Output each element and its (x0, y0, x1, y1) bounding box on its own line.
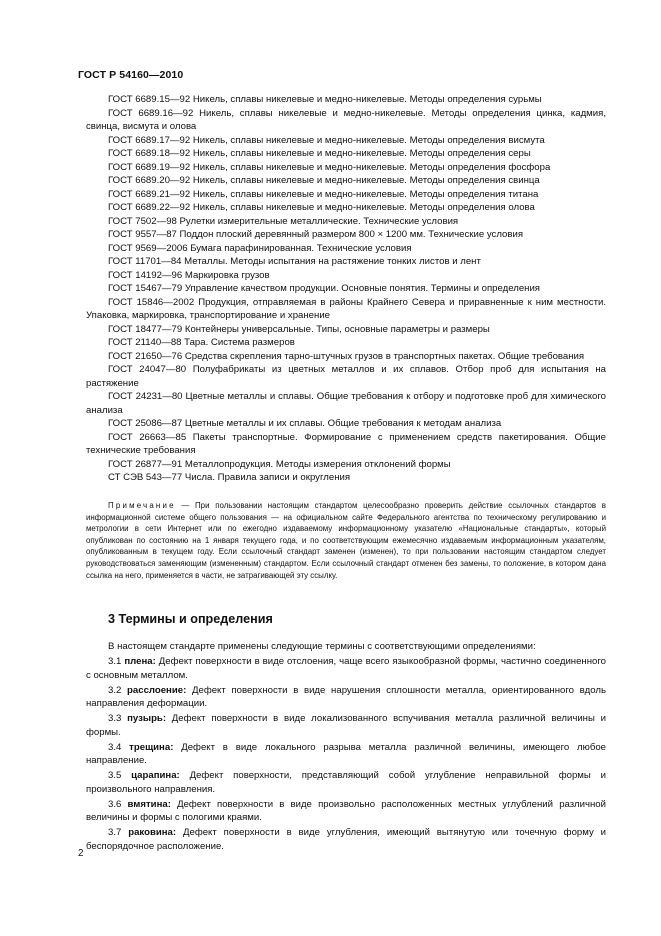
page-number: 2 (78, 848, 84, 859)
document-code-header: ГОСТ Р 54160—2010 (78, 69, 184, 81)
reference-item: ГОСТ 9569—2006 Бумага парафинированная. Технические условия (108, 242, 412, 254)
term-item (86, 655, 606, 682)
terms-intro: В настоящем стандарте применены следующие термины с соответствующими определениями: (108, 641, 536, 652)
reference-item: ГОСТ 21140—88 Тара. Система размеров (108, 337, 295, 348)
reference-item: ГОСТ 6689.18—92 Никель, сплавы никелевые и медно-никелевые. Методы определения серы (108, 148, 531, 159)
section-3-title: 3 Термины и определения (108, 612, 273, 626)
term-definition: Дефект поверхности в виде произвольно расположенных местных углублений различной величины и формы с пологими краями. (86, 798, 606, 823)
term-item (86, 769, 606, 796)
term-name: пузырь: (127, 713, 167, 724)
term-item (86, 798, 606, 825)
reference-item: ГОСТ 26877—91 Металлопродукция. Методы измерения отклонений формы (108, 458, 451, 470)
reference-item: ГОСТ 6689.19—92 Никель, сплавы никелевые и медно-никелевые. Методы определения фосфора (108, 161, 551, 173)
term-definition: Дефект поверхности в виде углубления, имеющий вытянутую или точечную форму и беспорядочное расположение. (86, 827, 606, 852)
reference-item: СТ СЭВ 543—77 Числа. Правила записи и округления (108, 472, 351, 483)
term-name: плена: (124, 656, 156, 667)
term-definition: Дефект в виде локального разрыва металла различной величины, имеющего любое направление. (86, 741, 606, 766)
reference-item: ГОСТ 6689.15—92 Никель, сплавы никелевые и медно-никелевые. Методы определения сурьмы (108, 94, 542, 105)
reference-item: ГОСТ 6689.22—92 Никель, сплавы никелевые и медно-никелевые. Методы определения олова (108, 202, 535, 213)
note-lead: Примечание (108, 501, 176, 510)
reference-item: ГОСТ 7502—98 Рулетки измерительные металлические. Технические условия (108, 215, 459, 227)
reference-item: ГОСТ 15846—2002 Продукция, отправляемая в районы Крайнего Севера и приравненные к ним местности. Упаковка, маркировка, транспортирование и хранение (86, 296, 606, 321)
reference-item: ГОСТ 24047—80 Полуфабрикаты из цветных металлов и их сплавов. Отбор проб для испытания на растяжение (86, 364, 606, 389)
reference-item: ГОСТ 6689.17—92 Никель, сплавы никелевые и медно-никелевые. Методы определения висмута (108, 134, 545, 146)
reference-item: ГОСТ 25086—87 Цветные металлы и их сплавы. Общие требования к методам анализа (108, 418, 502, 429)
terms-definitions (86, 640, 606, 855)
reference-item: ГОСТ 18477—79 Контейнеры универсальные. Типы, основные параметры и размеры (108, 323, 490, 335)
note-text: — При пользовании настоящим стандартом целесообразно проверить действие ссылочных стандартов в информационной системе общего пользования — на официальном сайте Федерального агентства по техническому регулированию и метрологии в сети Интернет или по ежегодно издаваемому информационному указателю «Национальные стандарты», который опубликован по состоянию на 1 января текущего года, и по соответствующим ежемесячно издаваемым информационным указателям, опубликованным в текущем году. Если ссылочный стандарт заменен (изменен), то при пользовании настоящим стандартом следует руководствоваться заменяющим (измененным) стандартом. Если ссылочный стандарт отменен без замены, то положение, в котором дана ссылка на него, применяется в части, не затрагивающей эту ссылку. (86, 501, 606, 580)
term-name: раковина: (128, 827, 177, 838)
term-number: 3.3 (108, 713, 128, 724)
term-name: царапина: (131, 770, 180, 781)
term-definition: Дефект поверхности, представляющий собой углубление неправильной формы и произвольного направления. (86, 770, 606, 795)
reference-item: ГОСТ 6689.20—92 Никель, сплавы никелевые и медно-никелевые. Методы определения свинца (108, 175, 540, 186)
reference-item: ГОСТ 11701—84 Металлы. Методы испытания на растяжение тонких листов и лент (108, 256, 481, 267)
term-number: 3.6 (108, 798, 128, 810)
term-number: 3.2 (108, 684, 128, 696)
reference-item: ГОСТ 15467—79 Управление качеством продукции. Основные понятия. Термины и определения (108, 283, 541, 294)
term-number: 3.5 (108, 770, 132, 781)
reference-item: ГОСТ 21650—76 Средства скрепления тарно-штучных грузов в транспортных пакетах. Общие требования (108, 350, 585, 362)
term-name: трещина: (129, 741, 174, 753)
reference-item: ГОСТ 6689.21—92 Никель, сплавы никелевые и медно-никелевые. Методы определения титана (108, 188, 539, 200)
term-number: 3.4 (108, 741, 130, 753)
reference-item: ГОСТ 6689.16—92 Никель, сплавы никелевые и медно-никелевые. Методы определения цинка, кадмия, свинца, висмута и олова (86, 107, 606, 132)
term-name: вмятина: (127, 798, 171, 810)
references-note (86, 500, 606, 581)
normative-references-list (86, 93, 606, 485)
reference-item: ГОСТ 26663—85 Пакеты транспортные. Формирование с применением средств пакетирования. Общие технические требования (86, 431, 606, 456)
term-item (86, 684, 606, 711)
term-number: 3.1 (108, 656, 125, 667)
reference-item: ГОСТ 24231—80 Цветные металлы и сплавы. Общие требования к отбору и подготовке проб для химического анализа (86, 391, 606, 416)
term-name: расслоение: (127, 684, 187, 696)
reference-item: ГОСТ 14192—96 Маркировка грузов (108, 269, 270, 281)
term-item (86, 826, 606, 853)
reference-item: ГОСТ 9557—87 Поддон плоский деревянный размером 800 × 1200 мм. Технические условия (108, 229, 524, 240)
term-definition: Дефект поверхности в виде нарушения сплошности металла, ориентированного вдоль направления деформации. (86, 684, 606, 709)
term-number: 3.7 (108, 827, 129, 838)
term-item (86, 741, 606, 768)
term-item (86, 712, 606, 739)
term-definition: Дефект поверхности в виде отслоения, чаще всего языкообразной формы, частично соединенного с основным металлом. (86, 656, 606, 681)
term-definition: Дефект поверхности в виде локализованного вспучивания металла различной величины и формы. (86, 713, 606, 738)
